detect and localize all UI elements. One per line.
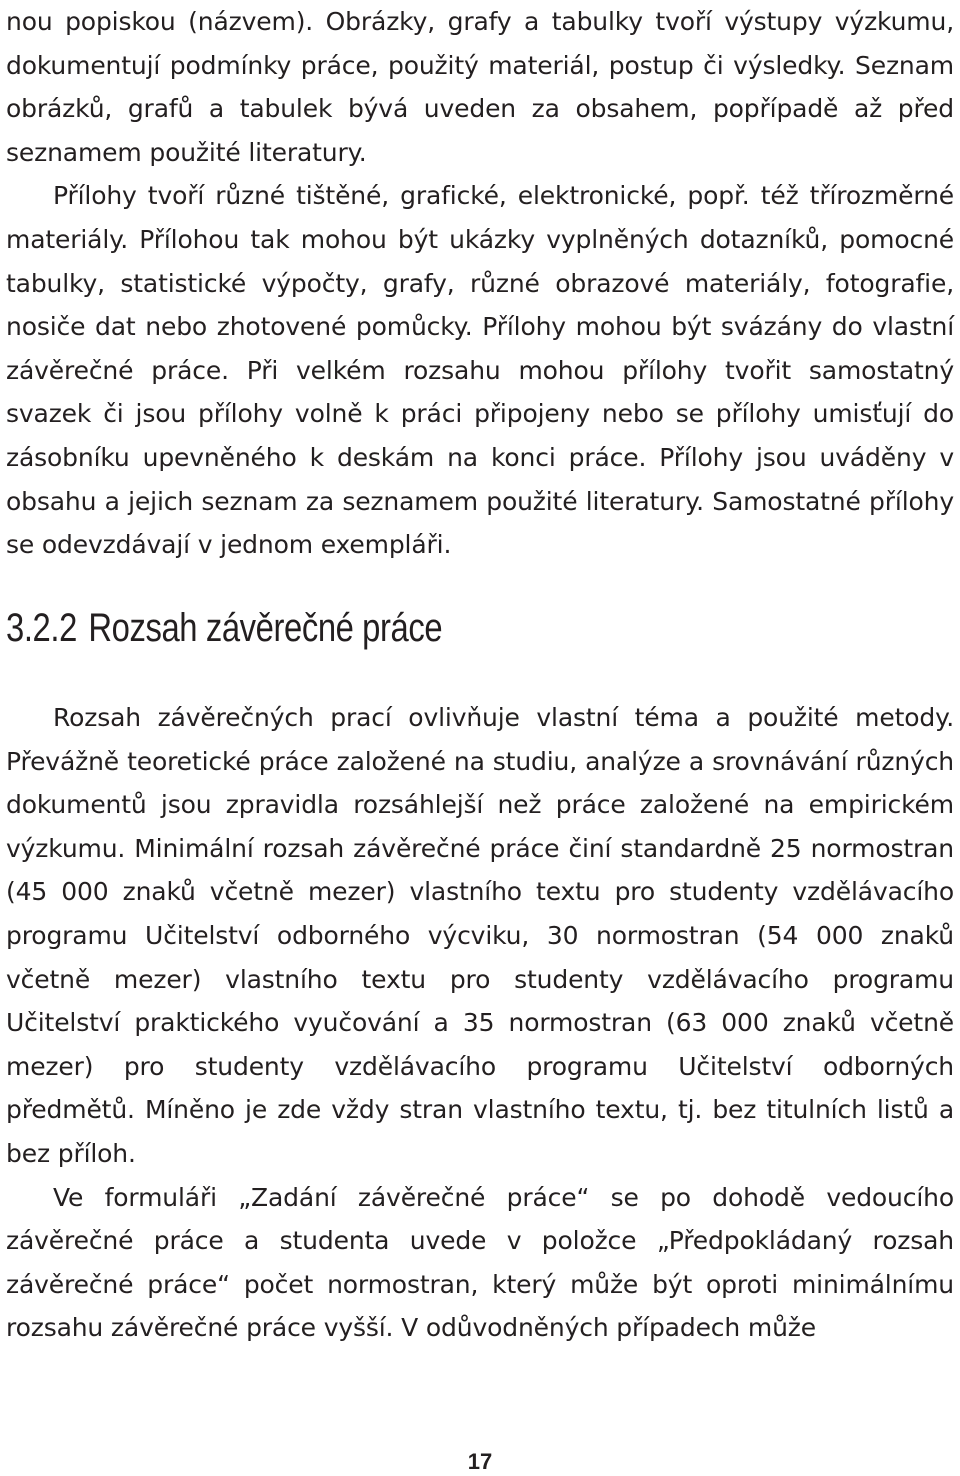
top-text-block bbox=[6, 0, 954, 567]
section-title: Rozsah závěrečné práce bbox=[88, 606, 443, 650]
bottom-text-block bbox=[6, 696, 954, 1350]
paragraph-scope: Rozsah závěrečných prací ovlivňuje vlastní téma a použité metody. Převážně teoretické práce založené na studiu, analýze a srovnávání různých dokumentů jsou zpravidla rozsáhlejší než práce založené na empirickém výzkumu. Minimální rozsah závěrečné práce činí standardně 25 normostran (45 000 znaků včetně mezer) vlastního textu pro studenty vzdělávacího programu Učitelství odborného výcviku, 30 normostran (54 000 znaků včetně mezer) vlastního textu pro studenty vzdělávacího programu Učitelství praktického vyučování a 35 normostran (63 000 znaků včetně mezer) pro studenty vzdělávacího programu Učitelství odborných předmětů. Míněno je zde vždy stran vlastního textu, tj. bez titulních listů a bez příloh. bbox=[6, 703, 954, 1168]
section-heading bbox=[6, 598, 442, 658]
paragraph-attachments: Přílohy tvoří různé tištěné, grafické, elektronické, popř. též třírozměrné materiály. Přílohou tak mohou být ukázky vyplněných dotazníků, pomocné tabulky, statistické výpočty, grafy, různé obrazové materiály, fotografie, nosiče dat nebo zhotovené pomůcky. Přílohy mohou být svázány do vlastní závěrečné práce. Při velkém rozsahu mohou přílohy tvořit samostatný svazek či jsou přílohy volně k práci připojeny nebo se přílohy umisťují do zásobníku upevněného k deskám na konci práce. Přílohy jsou uváděny v obsahu a jejich seznam za seznamem použité literatury. Samostatné přílohy se odevzdávají v jednom exempláři. bbox=[6, 181, 954, 560]
paragraph-form: Ve formuláři „Zadání závěrečné práce“ se po dohodě vedoucího závěrečné práce a studenta uvede v položce „Předpokládaný rozsah závěrečné práce“ počet normostran, který může být oproti minimálnímu rozsahu závěrečné práce vyšší. V odůvodněných případech může bbox=[6, 1182, 954, 1343]
page-number: 17 bbox=[467, 1449, 493, 1474]
paragraph-continued: nou popiskou (názvem). Obrázky, grafy a tabulky tvoří výstupy výzkumu, dokumentují podmínky práce, použitý materiál, postup či výsledky. Seznam obrázků, grafů a tabulek bývá uveden za obsahem, popřípadě až před seznamem použité literatury. bbox=[6, 7, 954, 167]
section-number: 3.2.2 bbox=[6, 606, 77, 650]
